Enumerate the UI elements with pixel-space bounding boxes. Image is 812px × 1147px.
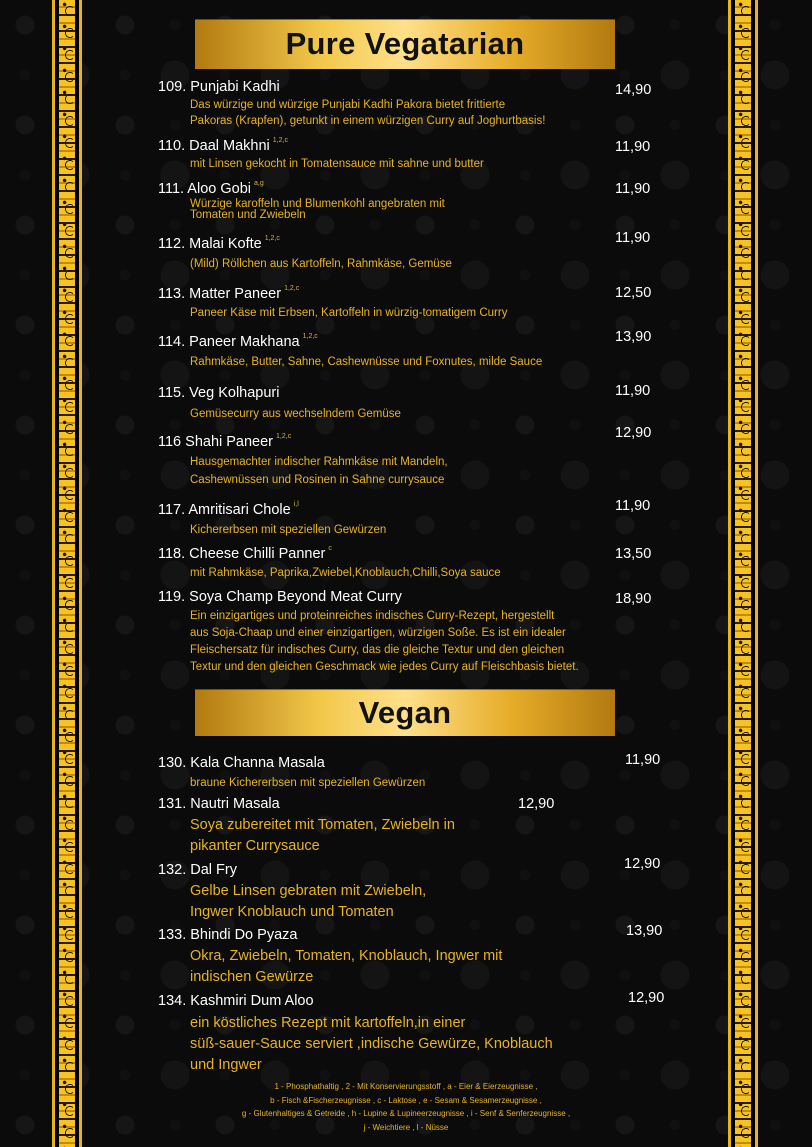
menu-item-description: braune Kichererbsen mit speziellen Gewürzen [190,777,426,789]
menu-item-price: 11,90 [615,383,651,399]
menu-item-price: 12,90 [518,796,555,812]
menu-item-description: Soya zubereitet mit Tomaten, Zwiebeln in [190,817,455,833]
allergen-footnotes [160,1080,652,1134]
menu-item-price: 11,90 [615,498,651,514]
allergen-codes: 1,2,c [284,285,300,292]
footnote-line: 1 - Phosphathaltig , 2 - Mit Konservierungsstoff , a - Eier & Eierzeugnisse , [274,1082,538,1091]
menu-item-description: mit Rahmkäse, Paprika,Zwiebel,Knoblauch,Chilli,Soya sauce [190,567,501,579]
allergen-codes: 1,2,c [302,333,318,340]
menu-item-name: 116 Shahi Paneer $^{1,2,c}$ [158,433,292,450]
allergen-codes: 1,2,c [272,137,288,144]
menu-item-price: 12,90 [615,425,652,441]
footnote-line: b - Fisch &Fischerzeugnisse , c - Laktose , e - Sesam & Sesamerzeugnisse , [270,1095,542,1105]
menu-item-price: 14,90 [615,82,652,98]
menu-item-price: 12,50 [615,285,652,301]
menu-item-description: Textur und den gleichen Geschmack wie jedes Curry auf Fleischbasis bietet. [190,661,579,673]
menu-item-description: Cashewnüssen und Rosinen in Sahne currysauce [190,474,445,486]
allergen-codes: c [328,545,332,552]
menu-item-description: Ingwer Knoblauch und Tomaten [190,904,394,920]
menu-item-price: 13,90 [626,923,663,939]
vegetarian-section-banner [195,19,615,69]
menu-item-description: Das würzige und würzige Punjabi Kadhi Pakora bietet frittierte [190,99,506,111]
vegan-section-banner [195,689,615,736]
vegetarian-section-title: Pure Vegatarian [285,26,525,61]
menu-item-name: 134. Kashmiri Dum Aloo [158,993,314,1009]
menu-item-description: mit Linsen gekocht in Tomatensauce mit sahne und butter [190,158,484,170]
menu-item-name: 117. Amritisari Chole $^{i,l}$ [158,501,299,518]
menu-item-name: 113. Matter Paneer $^{1,2,c}$ [158,285,300,302]
footnote-line: j - Weichtiere , l - Nüsse [363,1122,449,1132]
menu-item-description: pikanter Currysauce [190,838,320,854]
menu-item-description: Rahmkäse, Butter, Sahne, Cashewnüsse und Foxnutes, milde Sauce [190,356,543,368]
menu-item-name: 109. Punjabi Kadhi [158,79,280,95]
menu-item-name: 110. Daal Makhni $^{1,2,c}$ [158,137,288,154]
menu-item-name: 119. Soya Champ Beyond Meat Curry [158,589,402,605]
menu-item-name: 111. Aloo Gobi $^{a,g}$ [158,180,264,197]
menu-item-description: (Mild) Röllchen aus Kartoffeln, Rahmkäse, Gemüse [190,258,452,270]
menu-item-description: Pakoras (Krapfen), getunkt in einem würzigen Curry auf Joghurtbasis! [190,115,546,127]
vegan-section-title: Vegan [358,694,452,730]
menu-item-name: 132. Dal Fry [158,862,237,878]
menu-item-description: Gelbe Linsen gebraten mit Zwiebeln, [190,883,427,899]
menu-item-description: Hausgemachter indischer Rahmkäse mit Mandeln, [190,456,448,468]
menu-item-price: 11,90 [615,139,651,155]
menu-item-description: Kichererbsen mit speziellen Gewürzen [190,524,387,536]
menu-item-description: Gemüsecurry aus wechselndem Gemüse [190,408,401,420]
menu-item-description: Fleischersatz für indisches Curry, das die gleiche Textur und den gleichen [190,644,565,656]
menu-item-price: 11,90 [615,181,651,197]
menu-item-name: 112. Malai Kofte $^{1,2,c}$ [158,235,280,252]
menu-item-name: 118. Cheese Chilli Panner $^c$ [158,545,332,562]
menu-item-description: ein köstliches Rezept mit kartoffeln,in einer [190,1015,466,1031]
allergen-codes: a,g [253,180,264,187]
menu-item-price: 11,90 [615,230,651,246]
menu-item-name: 115. Veg Kolhapuri [158,385,280,401]
menu-item-price: 18,90 [615,591,652,607]
menu-item-price: 12,90 [624,856,661,872]
menu-item-price: 12,90 [628,990,665,1006]
left-ornamental-border [52,0,82,1147]
menu-item-description: Ein einzigartiges und proteinreiches indisches Curry-Rezept, hergestellt [190,610,555,622]
right-ornamental-border [728,0,758,1147]
menu-item-price: 13,50 [615,546,652,562]
menu-item-description: Würzige karoffeln und Blumenkohl angebraten mit [190,198,445,210]
menu-item-description: und Ingwer [190,1057,262,1073]
menu-item-name: 130. Kala Channa Masala [158,755,325,771]
menu-item-description: Tomaten und Zwiebeln [190,209,306,221]
menu-item-description: aus Soja-Chaap und einer einzigartigen, würzigen Soße. Es ist ein idealer [190,627,566,639]
menu-item-description: süß-sauer-Sauce serviert ,indische Gewürze, Knoblauch [190,1036,553,1052]
menu-item-description: Paneer Käse mit Erbsen, Kartoffeln in würzig-tomatigem Curry [190,307,508,319]
menu-item-price: 11,90 [625,752,661,768]
allergen-codes: i,l [293,501,299,508]
menu-item-name: 133. Bhindi Do Pyaza [158,927,298,943]
allergen-codes: 1,2,c [264,235,280,242]
menu-item-description: Okra, Zwiebeln, Tomaten, Knoblauch, Ingwer mit [190,948,503,964]
menu-item-price: 13,90 [615,329,652,345]
menu-item-name: 131. Nautri Masala [158,796,280,812]
allergen-codes: 1,2,c [276,433,292,440]
footnote-line: g - Glutenhaltiges & Getreide , h - Lupine & Lupineerzeugnisse , i - Senf & Senferzeugnisse , [241,1109,571,1118]
menu-item-name: 114. Paneer Makhana $^{1,2,c}$ [158,333,318,350]
menu-item-description: indischen Gewürze [190,969,314,985]
